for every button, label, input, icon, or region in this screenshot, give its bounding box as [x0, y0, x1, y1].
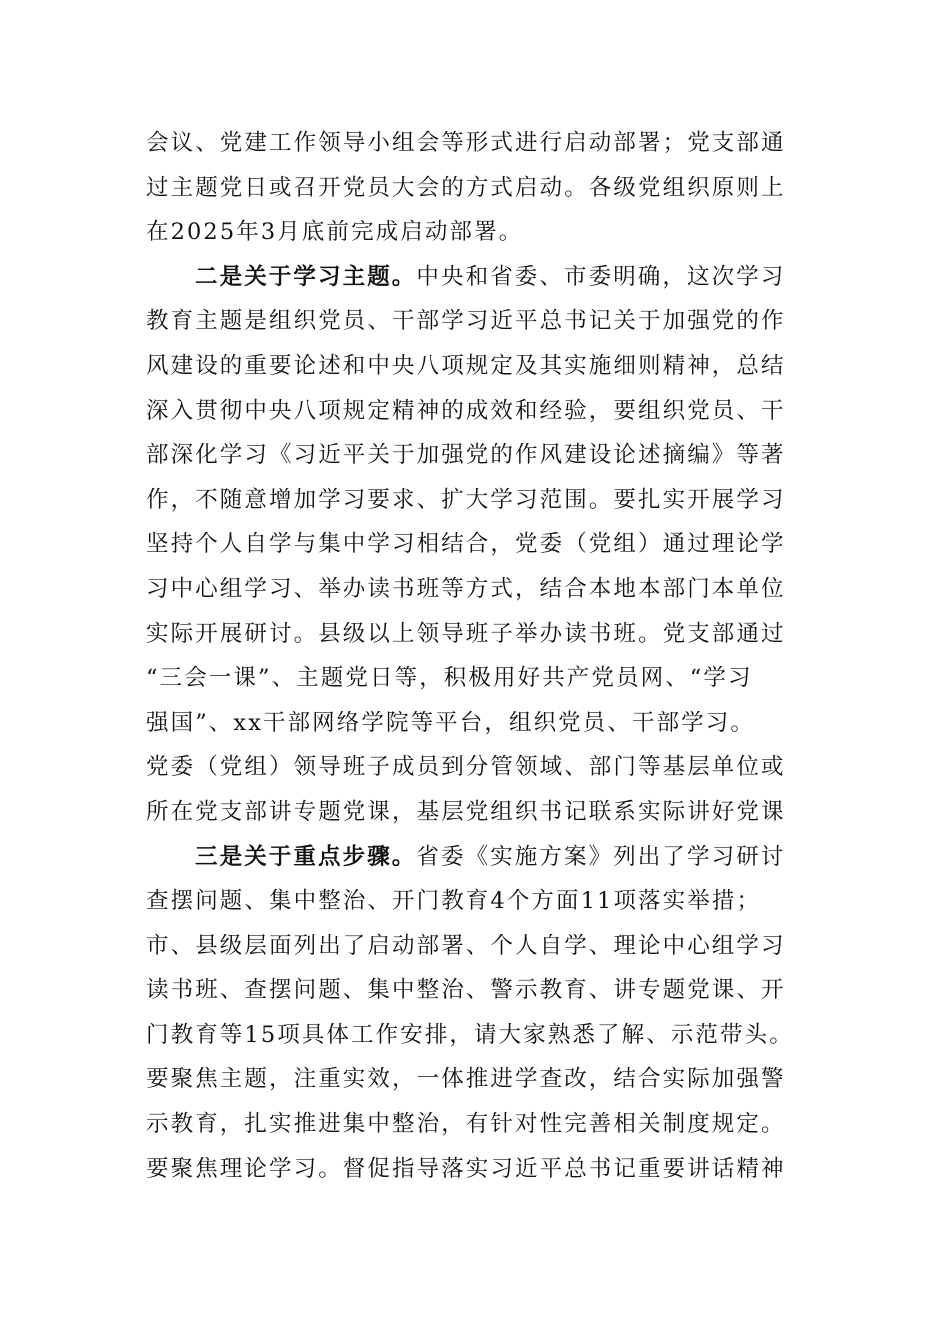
paragraph-2-line-5: 部深化学习《习近平关于加强党的作风建设论述摘编》等著: [146, 442, 786, 469]
document-body: [146, 121, 836, 1191]
paragraph-2-line-7: 坚持个人自学与集中学习相结合，党委（党组）通过理论学: [146, 531, 786, 558]
paragraph-3-line-5: 门教育等15项具体工作安排，请大家熟悉了解、示范带头。: [146, 1021, 794, 1048]
paragraph-3-line-3: 市、县级层面列出了启动部署、个人自学、理论中心组学习: [146, 932, 786, 959]
paragraph-1-line-3: 在2025年3月底前完成启动部署。: [146, 219, 524, 246]
paragraph-1-line-1: 会议、党建工作领导小组会等形式进行启动部署；党支部通: [146, 130, 786, 156]
paragraph-2-line-3: 风建设的重要论述和中央八项规定及其实施细则精神，总结: [146, 352, 786, 379]
paragraph-2-line-11: 强国”、xx干部网络学院等平台，组织党员、干部学习。: [146, 709, 755, 736]
paragraph-2-line-1: [146, 255, 836, 300]
paragraph-3-line-6: 要聚焦主题，注重实效，一体推进学查改，结合实际加强警: [146, 1066, 786, 1093]
paragraph-3-line-8: 要聚焦理论学习。督促指导落实习近平总书记重要讲话精神: [146, 1155, 786, 1182]
paragraph-3-first-line-text: 省委《实施方案》列出了学习研讨: [416, 843, 786, 870]
paragraph-2-line-4: 深入贯彻中央八项规定精神的成效和经验，要组织党员、干: [146, 397, 786, 424]
paragraph-3-line-2: 查摆问题、集中整治、开门教育4个方面11项落实举措；: [146, 888, 762, 915]
paragraph-2-line-10: “三会一课”、主题党日等，积极用好共产党员网、“学习: [146, 665, 753, 692]
paragraph-2-line-8: 习中心组学习、举办读书班等方式，结合本地本部门本单位: [146, 575, 786, 602]
paragraph-2-line-12: 党委（党组）领导班子成员到分管领域、部门等基层单位或: [146, 754, 786, 781]
paragraph-2-first-line-text: 中央和省委、市委明确，这次学习: [416, 263, 786, 290]
paragraph-2-line-6: 作，不随意增加学习要求、扩大学习范围。要扎实开展学习: [146, 486, 786, 513]
paragraph-3-line-4: 读书班、查摆问题、集中整治、警示教育、讲专题党课、开: [146, 977, 786, 1004]
paragraph-2-line-13: 所在党支部讲专题党课，基层党组织书记联系实际讲好党课: [146, 798, 786, 825]
paragraph-2-heading: 二是关于学习主题。: [195, 263, 417, 290]
paragraph-3-line-1: [146, 835, 836, 880]
paragraph-1-line-2: 过主题党日或召开党员大会的方式启动。各级党组织原则上: [146, 174, 786, 201]
paragraph-2-line-2: 教育主题是组织党员、干部学习近平总书记关于加强党的作: [146, 308, 786, 335]
paragraph-2-line-9: 实际开展研讨。县级以上领导班子举办读书班。党支部通过: [146, 620, 786, 647]
paragraph-3-line-7: 示教育，扎实推进集中整治，有针对性完善相关制度规定。: [146, 1111, 786, 1138]
paragraph-3-heading: 三是关于重点步骤。: [195, 843, 417, 870]
